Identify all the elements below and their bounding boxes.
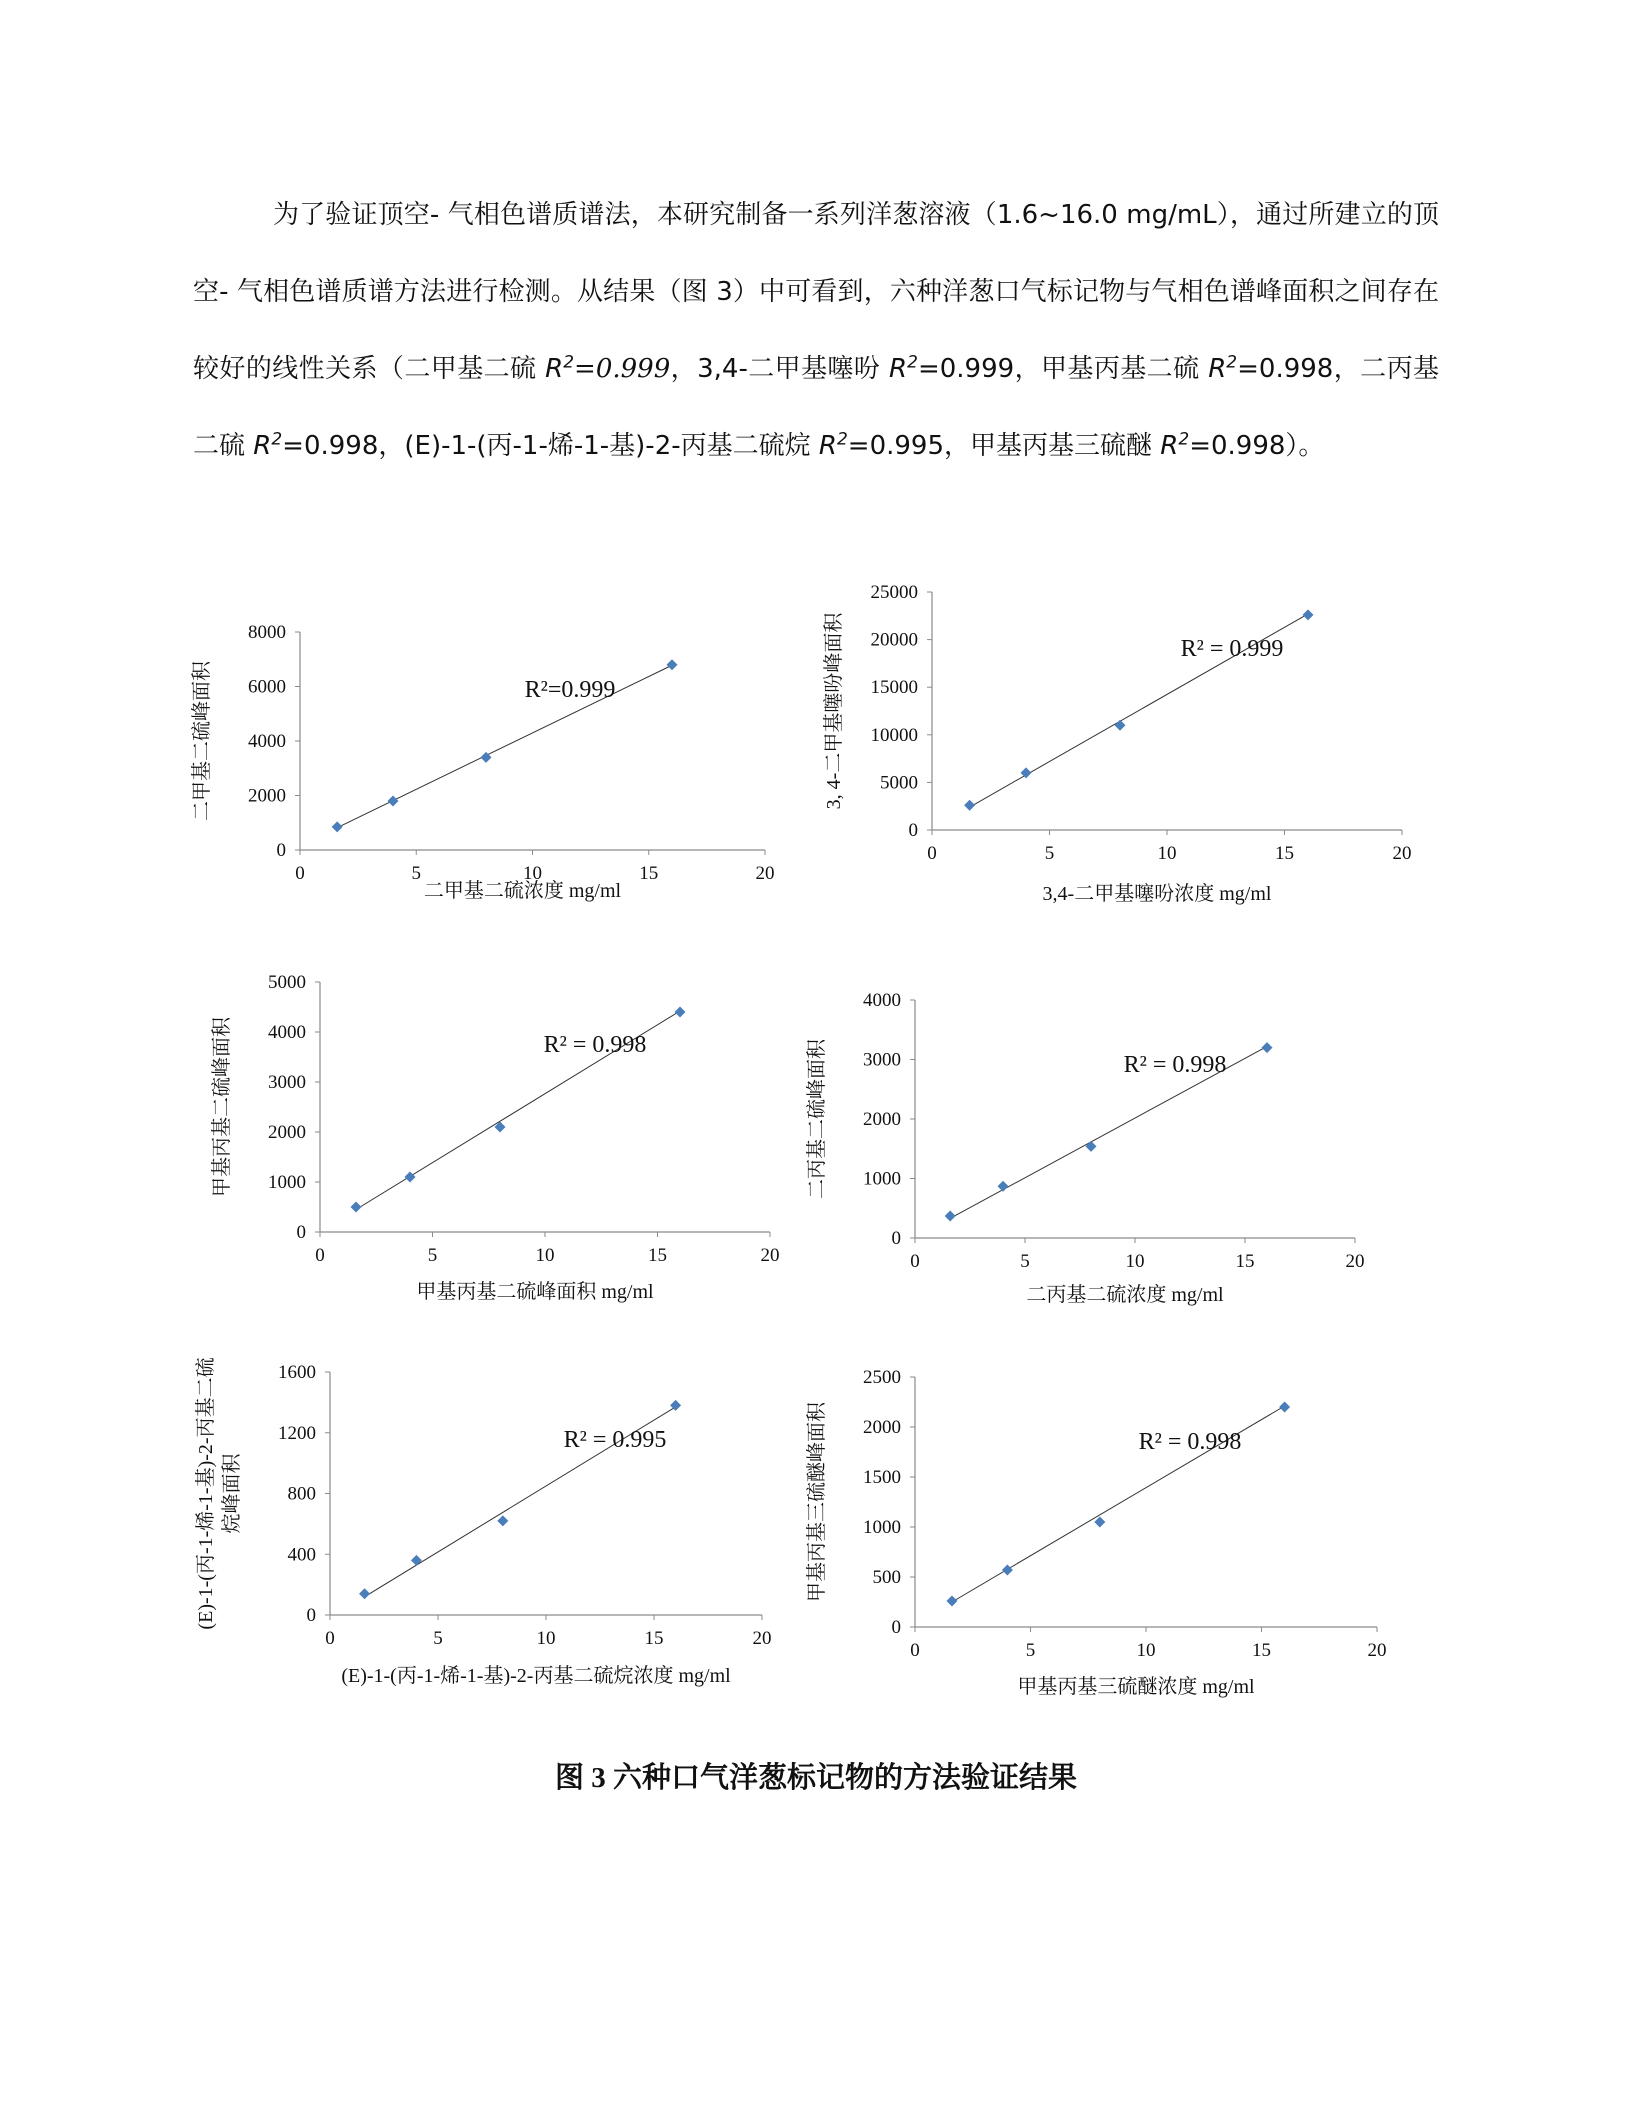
y-tick-label: 4000 bbox=[268, 1022, 306, 1043]
x-tick-label: 10 bbox=[536, 1628, 556, 1649]
data-point bbox=[945, 1210, 956, 1221]
chart-svg bbox=[195, 1350, 800, 1710]
y-tick-label: 1000 bbox=[268, 1172, 306, 1193]
x-tick-label: 0 bbox=[315, 1245, 325, 1266]
x-tick-label: 5 bbox=[1044, 843, 1055, 864]
y-axis-title: 甲基丙基二硫峰面积 bbox=[211, 1017, 233, 1197]
y-tick-label: 0 bbox=[891, 1617, 901, 1638]
x-tick-label: 15 bbox=[644, 1628, 664, 1649]
x-tick-label: 5 bbox=[1020, 1251, 1030, 1272]
y-tick-label: 1600 bbox=[278, 1362, 316, 1383]
data-point bbox=[1115, 720, 1126, 731]
y-tick-label: 20000 bbox=[870, 629, 918, 651]
data-point bbox=[998, 1181, 1009, 1192]
data-point bbox=[1279, 1402, 1290, 1413]
x-tick-label: 20 bbox=[1392, 843, 1412, 864]
x-tick-label: 20 bbox=[755, 863, 775, 884]
y-tick-label: 400 bbox=[287, 1544, 316, 1566]
chart-5 bbox=[195, 1350, 800, 1710]
y-tick-label: 15000 bbox=[870, 677, 918, 699]
paragraph-text-1: 为了验证顶空- 气相色谱质谱法，本研究制备一系列洋葱溶液（1.6~16.0 mg/mL），通过所建立的顶空- 气相色谱质谱方法进行检测。从结果（图 3）中可看到，六种洋葱口气标记物与气相色谱峰面积之间存在较好的线性关系（二甲基二硫 bbox=[193, 200, 1439, 384]
y-tick-label: 2000 bbox=[268, 1122, 306, 1143]
y-tick-label: 4000 bbox=[863, 990, 901, 1011]
x-tick-label: 15 bbox=[1275, 843, 1294, 864]
y-tick-label: 25000 bbox=[870, 582, 918, 603]
x-axis-title: (E)-1-(丙-1-烯-1-基)-2-丙基二硫烷浓度 mg/ml bbox=[341, 1665, 731, 1687]
r2-value-3: =0.998，二丙基二硫 bbox=[193, 354, 1440, 461]
r2-value-5: =0.995，甲基丙基三硫醚 bbox=[847, 431, 1161, 461]
y-tick-label: 0 bbox=[891, 1228, 901, 1249]
x-tick-label: 0 bbox=[295, 863, 305, 884]
y-tick-label: 2500 bbox=[863, 1367, 901, 1388]
chart-3 bbox=[211, 960, 800, 1320]
chart-svg bbox=[823, 570, 1430, 920]
data-point bbox=[332, 821, 343, 832]
body-paragraph bbox=[193, 177, 1439, 485]
data-point bbox=[1002, 1565, 1013, 1576]
data-point bbox=[667, 659, 678, 670]
y-tick-label: 2000 bbox=[248, 785, 286, 807]
x-tick-label: 0 bbox=[325, 1628, 335, 1649]
x-axis-title: 甲基丙基二硫峰面积 mg/ml bbox=[416, 1281, 654, 1303]
trendline bbox=[337, 665, 672, 827]
x-axis-title: 二丙基二硫浓度 mg/ml bbox=[1026, 1284, 1224, 1306]
x-axis-title: 甲基丙基三硫醚浓度 mg/ml bbox=[1017, 1676, 1255, 1698]
x-tick-label: 20 bbox=[760, 1245, 780, 1266]
y-tick-label: 10000 bbox=[870, 724, 918, 746]
data-point bbox=[351, 1202, 362, 1213]
r-symbol: $R^2$ bbox=[889, 352, 918, 384]
r-squared-label: R² = 0.995 bbox=[563, 1427, 667, 1453]
y-tick-label: 0 bbox=[908, 820, 918, 841]
r-squared-label: R² = 0.998 bbox=[1138, 1429, 1242, 1455]
x-tick-label: 5 bbox=[427, 1245, 438, 1266]
y-tick-label: 3000 bbox=[863, 1049, 901, 1071]
chart-svg bbox=[806, 975, 1415, 1315]
r-symbol: $R^2$ bbox=[545, 352, 575, 384]
y-tick-label: 2000 bbox=[863, 1109, 901, 1130]
y-axis-title: 二甲基二硫峰面积 bbox=[191, 661, 213, 821]
x-tick-label: 15 bbox=[1235, 1251, 1255, 1272]
x-axis-title: 二甲基二硫浓度 mg/ml bbox=[423, 880, 622, 902]
data-point bbox=[388, 795, 399, 806]
y-tick-label: 4000 bbox=[248, 731, 286, 752]
r2-value-4: =0.998，(E)-1-(丙-1-烯-1-基)-2-丙基二硫烷 bbox=[282, 431, 819, 461]
x-tick-label: 10 bbox=[535, 1245, 555, 1266]
x-tick-label: 10 bbox=[1136, 1640, 1156, 1661]
r-symbol: $R^2$ bbox=[1208, 352, 1238, 384]
data-point bbox=[497, 1515, 508, 1526]
y-tick-label: 5000 bbox=[880, 772, 918, 794]
y-axis-title: 烷峰面积 bbox=[221, 1453, 243, 1534]
y-tick-label: 5000 bbox=[268, 972, 306, 993]
data-point bbox=[359, 1588, 370, 1599]
r-squared-label: R²=0.999 bbox=[524, 677, 616, 703]
x-tick-label: 15 bbox=[1252, 1640, 1271, 1661]
x-tick-label: 10 bbox=[1157, 843, 1177, 864]
y-tick-label: 1000 bbox=[863, 1168, 901, 1190]
x-tick-label: 5 bbox=[433, 1628, 443, 1649]
data-point bbox=[411, 1555, 422, 1566]
data-point bbox=[964, 800, 975, 811]
y-tick-label: 800 bbox=[287, 1483, 316, 1505]
y-tick-label: 6000 bbox=[248, 676, 286, 698]
y-tick-label: 0 bbox=[276, 840, 286, 861]
chart-4 bbox=[806, 975, 1415, 1315]
data-point bbox=[1303, 609, 1314, 620]
r-symbol: $R^2$ bbox=[818, 429, 848, 461]
r-squared-label: R² = 0.998 bbox=[543, 1032, 647, 1058]
chart-2 bbox=[823, 570, 1430, 920]
y-tick-label: 3000 bbox=[268, 1072, 306, 1093]
r2-value-6: =0.998）。 bbox=[1189, 431, 1325, 461]
y-axis-title: 二丙基二硫峰面积 bbox=[806, 1039, 828, 1199]
y-tick-label: 0 bbox=[306, 1605, 316, 1626]
r-squared-label: R² = 0.998 bbox=[1123, 1052, 1227, 1078]
x-tick-label: 5 bbox=[411, 863, 421, 884]
chart-svg bbox=[211, 960, 800, 1320]
x-tick-label: 10 bbox=[1125, 1251, 1145, 1272]
x-tick-label: 20 bbox=[1345, 1251, 1365, 1272]
data-point bbox=[946, 1596, 957, 1607]
r-symbol: $R^2$ bbox=[1160, 429, 1190, 461]
x-tick-label: 0 bbox=[910, 1251, 920, 1272]
r-squared-label: R² = 0.999 bbox=[1180, 636, 1284, 662]
x-tick-label: 20 bbox=[1367, 1640, 1387, 1661]
y-tick-label: 1200 bbox=[278, 1422, 316, 1444]
y-axis-title: 甲基丙基三硫醚峰面积 bbox=[806, 1402, 828, 1602]
paragraph-text-2: ，3,4-二甲基噻吩 bbox=[670, 354, 890, 384]
x-tick-label: 15 bbox=[648, 1245, 667, 1266]
data-point bbox=[1086, 1141, 1097, 1152]
y-tick-label: 1500 bbox=[863, 1467, 901, 1488]
y-axis-title: 3, 4-二甲基噻吩峰面积 bbox=[823, 612, 845, 810]
chart-svg bbox=[806, 1355, 1415, 1710]
r-symbol: $R^2$ bbox=[253, 429, 283, 461]
x-tick-label: 0 bbox=[910, 1640, 920, 1661]
chart-1 bbox=[190, 610, 820, 920]
x-tick-label: 15 bbox=[639, 863, 659, 884]
data-point bbox=[405, 1172, 416, 1183]
x-tick-label: 10 bbox=[523, 863, 542, 884]
data-point bbox=[1262, 1042, 1273, 1053]
r2-value-1: =0.999 bbox=[574, 354, 671, 384]
y-tick-label: 8000 bbox=[248, 622, 286, 643]
data-point bbox=[1094, 1517, 1105, 1528]
x-tick-label: 0 bbox=[927, 843, 937, 864]
x-tick-label: 5 bbox=[1025, 1640, 1036, 1661]
y-tick-label: 0 bbox=[296, 1222, 306, 1243]
y-axis-title: (E)-1-(丙-1-烯-1-基)-2-丙基二硫 bbox=[195, 1357, 217, 1630]
y-tick-label: 2000 bbox=[863, 1417, 901, 1438]
y-tick-label: 1000 bbox=[863, 1517, 901, 1538]
r2-value-2: =0.999，甲基丙基二硫 bbox=[917, 354, 1209, 384]
chart-6 bbox=[806, 1355, 1415, 1710]
data-point bbox=[675, 1007, 686, 1018]
x-axis-title: 3,4-二甲基噻吩浓度 mg/ml bbox=[1042, 883, 1272, 905]
figure-caption: 图 3 六种口气洋葱标记物的方法验证结果 bbox=[554, 1762, 1077, 1794]
x-tick-label: 20 bbox=[752, 1628, 772, 1649]
y-tick-label: 500 bbox=[872, 1567, 901, 1588]
chart-svg bbox=[190, 610, 820, 920]
